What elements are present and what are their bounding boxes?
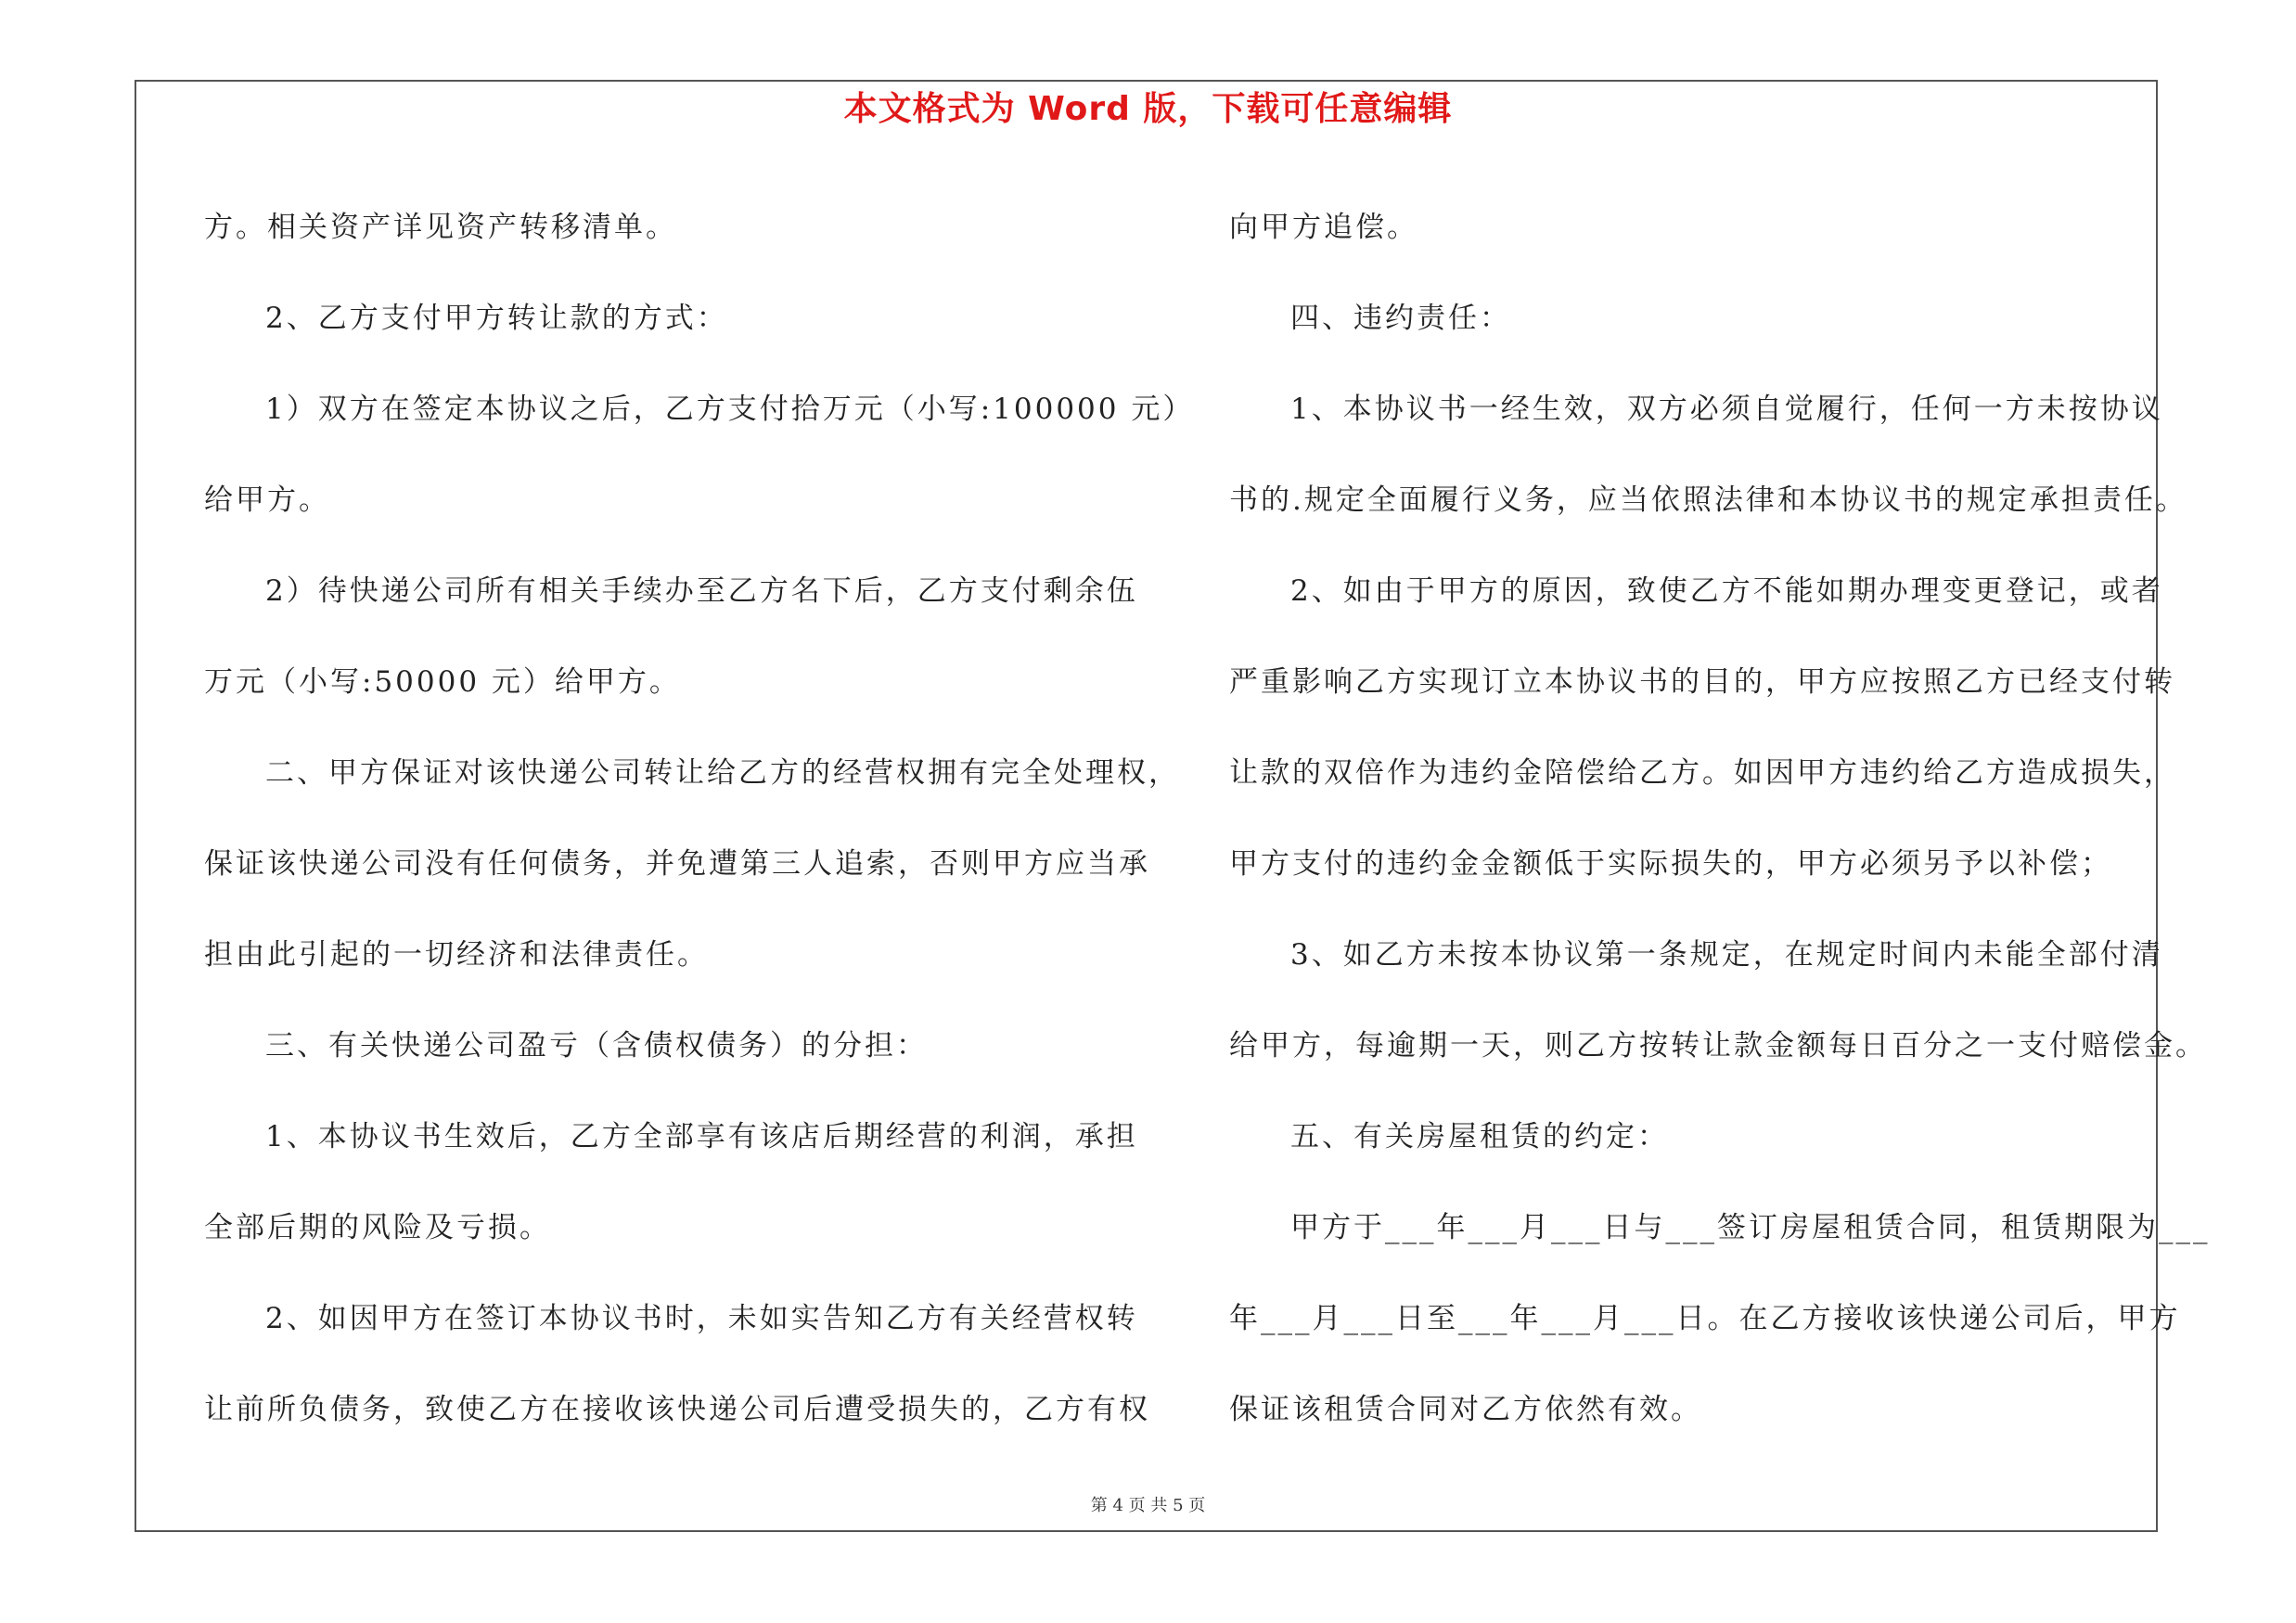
text-line: 3、如乙方未按本协议第一条规定，在规定时间内未能全部付清 — [1290, 938, 2163, 972]
text-line: 担由此引起的一切经济和法律责任。 — [204, 938, 709, 972]
text-line: 方。相关资产详见资产转移清单。 — [204, 211, 677, 244]
text-line: 2）待快递公司所有相关手续办至乙方名下后，乙方支付剩余伍 — [265, 574, 1138, 608]
page-number: 第 4 页 共 5 页 — [1090, 1496, 1206, 1515]
text-line: 严重影响乙方实现订立本协议书的目的，甲方应按照乙方已经支付转 — [1229, 665, 2175, 699]
text-line: 五、有关房屋租赁的约定： — [1290, 1120, 1669, 1153]
text-line: 保证该租赁合同对乙方依然有效。 — [1229, 1393, 1702, 1426]
text-line: 甲方支付的违约金金额低于实际损失的，甲方必须另予以补偿； — [1229, 847, 2112, 881]
text-line: 给甲方。 — [204, 483, 330, 517]
text-line: 让款的双倍作为违约金陪偿给乙方。如因甲方违约给乙方造成损失， — [1229, 756, 2175, 790]
text-line: 2、如因甲方在签订本协议书时，未如实告知乙方有关经营权转 — [265, 1302, 1138, 1335]
format-banner: 本文格式为 Word 版，下载可任意编辑 — [843, 90, 1453, 128]
text-line: 1）双方在签定本协议之后，乙方支付拾万元（小写:100000 元） — [265, 393, 1195, 426]
text-line: 书的.规定全面履行义务，应当依照法律和本协议书的规定承担责任。 — [1229, 483, 2187, 517]
text-line: 三、有关快递公司盈亏（含债权债务）的分担： — [265, 1029, 928, 1063]
text-line: 给甲方，每逾期一天，则乙方按转让款金额每日百分之一支付赔偿金。 — [1229, 1029, 2207, 1063]
text-line: 万元（小写:50000 元）给甲方。 — [204, 665, 681, 699]
text-line: 二、甲方保证对该快递公司转让给乙方的经营权拥有完全处理权， — [265, 756, 1180, 790]
text-line: 甲方于___年___月___日与___签订房屋租赁合同，租赁期限为___ — [1290, 1211, 2211, 1244]
text-line: 1、本协议书一经生效，双方必须自觉履行，任何一方未按协议 — [1290, 393, 2163, 426]
left-column — [204, 182, 1195, 1455]
text-line: 全部后期的风险及亏损。 — [204, 1211, 551, 1244]
text-line: 让前所负债务，致使乙方在接收该快递公司后遭受损失的，乙方有权 — [204, 1393, 1150, 1426]
text-line: 向甲方追偿。 — [1229, 211, 1418, 244]
right-column — [1229, 182, 2211, 1455]
text-line: 1、本协议书生效后，乙方全部享有该店后期经营的利润，承担 — [265, 1120, 1138, 1153]
text-line: 年___月___日至___年___月___日。在乙方接收该快递公司后，甲方 — [1229, 1302, 2181, 1335]
text-line: 保证该快递公司没有任何债务，并免遭第三人追索，否则甲方应当承 — [204, 847, 1150, 881]
text-line: 2、如由于甲方的原因，致使乙方不能如期办理变更登记，或者 — [1290, 574, 2163, 608]
text-line: 四、违约责任： — [1290, 302, 1511, 335]
text-line: 2、乙方支付甲方转让款的方式： — [265, 302, 728, 335]
